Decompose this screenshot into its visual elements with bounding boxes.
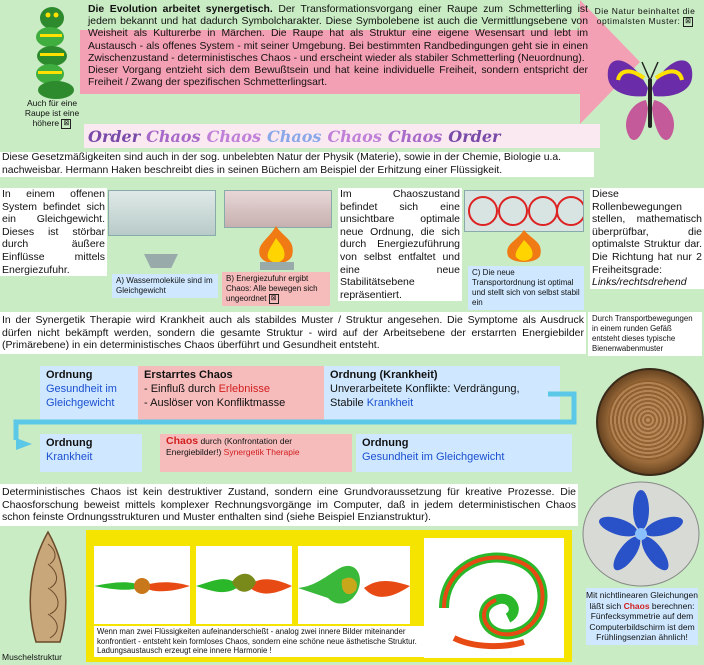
flow-box-text: - Einfluß durch (144, 383, 219, 395)
flow-box-title: Ordnung (362, 437, 409, 449)
enzian-caption-text: Mit nichtlinearen Gleichungen läßt sich (586, 590, 698, 611)
caption-a: A) Wassermoleküle sind im Gleichgewicht (112, 274, 218, 298)
nature-caption-text: Die Natur beinhaltet die optimalsten Muster: (594, 6, 696, 26)
flow-box-blue-text: Krankheit (366, 397, 414, 409)
flow-box-text: - Auslöser von Konfliktmasse (144, 397, 286, 409)
caption-b-text: B) Energiezufuhr ergibt Chaos: Alle bewegen sich ungeordnet (226, 274, 318, 304)
fluid-splash-icon (94, 546, 190, 624)
flow-box-text: Unverarbeitete Konflikte: Verdrängung, Stabile (330, 383, 520, 409)
word-order: Order (88, 126, 141, 146)
water-container-icon (464, 190, 584, 232)
word-chaos: Chaos (267, 126, 322, 146)
water-container-icon (108, 190, 216, 236)
honeycomb-image (596, 368, 704, 476)
burner-icon (144, 254, 178, 268)
caterpillar-icon (22, 4, 80, 102)
fluid-caption: Wenn man zwei Flüssigkeiten aufeinanderschießt - analog zwei innere Bilder miteinander konfrontiert - entsteht kein formloses Chaos, sondern eine schöne neue ästhetische Struktur. Ladungsaustausch erzeugt eine innere Harmonie ! (94, 626, 424, 657)
bienen-caption: Durch Transportbewegungen in einem runden Gefäß entsteht dieses typische Bienenwabenmuster (588, 312, 702, 356)
right-text (590, 188, 704, 289)
intro-title: Die Evolution arbeitet synergetisch. (88, 4, 273, 15)
right-text-body: Diese Rollenbewegungen stellen, mathematisch überprüfbar, die optimalste Struktur dar. Die Richtung hat nur 2 Freiheitsgrade: (592, 188, 702, 276)
enzian-caption-text: berechnen: Fünfecksymmetrie auf dem Computerbildschirm ist dem Frühlingsenzian ähnlich! (589, 600, 695, 642)
flow-box-chaos-therapie (160, 434, 352, 472)
flow-box-title: Ordnung (46, 369, 93, 381)
fluid-splash-icon (196, 546, 292, 624)
flow-box-title: Erstarrtes Chaos (144, 369, 233, 381)
intro-body: Der Transformationsvorgang einer Raupe zum Schmetterling ist jedem bekannt und hat dadurch Symbolcharakter. Diese Symbolebene ist auch die Vermittlungsebene von Weisheit als Kulturerbe in Märchen. Die Raupe hat als Struktur eine eigene Wesensart und lebt im Austausch - als offenes System - mit seiner Umgebung. Bei bestimmten Randbedingungen geht sie in einen Zwischenzustand - deterministisches Chaos - und erscheint wieder als stabiler Schmetterling (Neuordnung). (88, 4, 588, 64)
word-chaos: Chaos (206, 126, 262, 146)
burner-icon (260, 262, 294, 270)
caption-c: C) Die neue Transportordnung ist optimal und stellt sich von selbst stabil ein (468, 266, 584, 310)
fluid-image-4 (424, 538, 564, 658)
flow-box-title: Ordnung (Krankheit) (330, 369, 438, 381)
experiment-a (108, 190, 218, 306)
water-container-icon (224, 190, 332, 228)
mid-text: Im Chaoszustand befindet sich eine unsichtbare optimale neue Ordnung, die sich durch Energiezuführung von selbst entfaltet und eine neue Stabilitätsebene repräsentiert. (340, 188, 460, 301)
order-chaos-strip (84, 124, 600, 148)
experiment-b (222, 190, 334, 306)
right-text-italic: Links/rechtsdrehend (592, 276, 687, 289)
caterpillar-caption (22, 98, 82, 129)
checkbox-icon: ⊠ (269, 294, 279, 304)
fluid-panel (86, 530, 572, 662)
fluid-image-2 (196, 546, 292, 624)
word-chaos: Chaos (146, 126, 201, 146)
flow-box-red-text: Synergetik Therapie (223, 447, 300, 457)
flow-box-red-text: Erlebnisse (218, 383, 270, 395)
intro-second: Dieser Vorgang entzieht sich dem Bewußtsein und hat keine individuelle Freiheit, sondern entspricht der Freiheit / Zwang der spezifischen Schmetterlingsart. (88, 65, 588, 89)
chaos-text: Deterministisches Chaos ist kein destruktiver Zustand, sondern eine Grundvoraussetzung für kreative Prozesse. Die Chaosforschung beweist mittels komplexer Rechnungsvorgänge im Computer, daß in jedem deterministischen Chaos schon feinste Ordnungsstrukturen und Muster enthalten sind (siehe Beispiel Enzianstruktur). (0, 484, 578, 526)
flow-box-ordnung-krankheit-2 (40, 434, 142, 472)
flow-box-title: Ordnung (46, 437, 93, 449)
enzian-caption (586, 588, 698, 645)
fluid-splash-icon (298, 546, 410, 624)
flow-box-text: durch (Konfrontation der Energiebilder!) (166, 436, 293, 457)
caterpillar-caption-text: Auch für eine Raupe ist eine höhere (24, 98, 80, 128)
flow-box-text: Gesundheit im Gleichgewicht (46, 383, 117, 409)
muschel-caption: Muschelstruktur (2, 652, 62, 662)
fluid-image-3 (298, 546, 410, 624)
checkbox-icon: ⊠ (61, 119, 71, 129)
flame-icon (500, 230, 548, 264)
shell-image (20, 530, 76, 650)
butterfly-icon (600, 48, 700, 148)
intro-text (88, 4, 588, 89)
checkbox-icon: ⊠ (685, 17, 692, 25)
experiment-c (464, 190, 586, 308)
flow-box-text: Gesundheit im Gleichgewicht (362, 451, 505, 463)
flow-box-ordnung-gesundheit-2 (356, 434, 572, 472)
word-chaos: Chaos (327, 126, 382, 146)
law-text: Diese Gesetzmäßigkeiten sind auch in der sog. unbelebten Natur der Physik (Materie), sowie in der Chemie, Biologie u.a. nachweisbar. Hermann Haken beschreibt dies in seinen Büchern am Beispiel der Erhitzung einer Flüssigkeit. (0, 152, 594, 177)
enzian-pattern-image (580, 480, 702, 588)
word-order: Order (448, 126, 501, 146)
therapy-text: In der Synergetik Therapie wird Krankheit auch als stabildes Muster / Struktur angesehen. Die Symptome als Ausdruck dürfen nicht bekämpft werden, sondern die gesamte Struktur - wird auf der Arbeitsebene der erstarrten Energiebilder (Primärebene) in ein deterministisches Chaos überführt und Gesundheit entsteht. (0, 312, 586, 354)
fluid-image-1 (94, 546, 190, 624)
flow-box-text: Krankheit (46, 451, 93, 463)
nature-caption (588, 6, 702, 27)
caption-b (222, 272, 330, 306)
enzian-caption-red: Chaos (623, 600, 650, 611)
convection-cells-icon (465, 191, 583, 231)
word-chaos: Chaos (387, 126, 443, 146)
left-text: In einem offenen System befindet sich ein Gleichgewicht. Dieses ist störbar durch äußere Einflüsse mittels Energiezufuhr. (2, 188, 105, 276)
flow-box-red-title: Chaos (166, 435, 199, 447)
fluid-swirl-icon (424, 538, 564, 658)
flame-icon (252, 226, 300, 266)
